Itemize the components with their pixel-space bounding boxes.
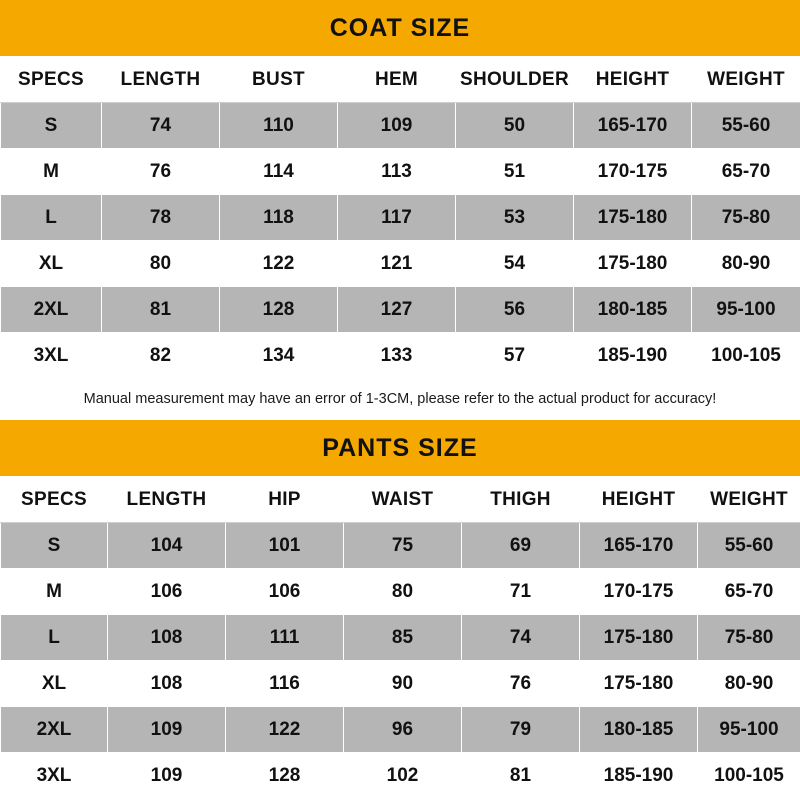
cell-length: 78	[102, 195, 220, 241]
table-row	[1, 569, 800, 615]
pants-header-row	[1, 477, 800, 523]
cell-length: 108	[108, 661, 226, 707]
cell-height: 180-185	[580, 707, 698, 753]
cell-thigh: 81	[462, 753, 580, 799]
cell-thigh: 71	[462, 569, 580, 615]
table-row	[1, 241, 800, 287]
table-row	[1, 333, 800, 379]
cell-spec: M	[1, 149, 102, 195]
cell-thigh: 79	[462, 707, 580, 753]
pants-header-thigh: THIGH	[462, 477, 580, 523]
pants-header-waist: WAIST	[344, 477, 462, 523]
cell-hip: 111	[226, 615, 344, 661]
cell-weight: 75-80	[698, 615, 800, 661]
cell-weight: 55-60	[698, 523, 800, 569]
cell-waist: 85	[344, 615, 462, 661]
cell-hem: 127	[338, 287, 456, 333]
cell-shoulder: 50	[456, 103, 574, 149]
cell-height: 170-175	[574, 149, 692, 195]
cell-hem: 109	[338, 103, 456, 149]
cell-height: 185-190	[580, 753, 698, 799]
cell-weight: 65-70	[692, 149, 800, 195]
cell-height: 175-180	[574, 195, 692, 241]
coat-size-table	[0, 56, 800, 379]
cell-waist: 75	[344, 523, 462, 569]
cell-waist: 102	[344, 753, 462, 799]
cell-weight: 75-80	[692, 195, 800, 241]
pants-size-table	[0, 476, 800, 799]
cell-height: 165-170	[574, 103, 692, 149]
cell-length: 106	[108, 569, 226, 615]
cell-length: 81	[102, 287, 220, 333]
cell-shoulder: 53	[456, 195, 574, 241]
cell-length: 104	[108, 523, 226, 569]
cell-weight: 55-60	[692, 103, 800, 149]
cell-length: 82	[102, 333, 220, 379]
cell-height: 175-180	[580, 615, 698, 661]
cell-thigh: 74	[462, 615, 580, 661]
table-row	[1, 195, 800, 241]
coat-header-height: HEIGHT	[574, 57, 692, 103]
cell-bust: 128	[220, 287, 338, 333]
cell-hip: 116	[226, 661, 344, 707]
cell-hem: 117	[338, 195, 456, 241]
cell-spec: XL	[1, 661, 108, 707]
coat-header-hem: HEM	[338, 57, 456, 103]
coat-header-bust: BUST	[220, 57, 338, 103]
cell-shoulder: 54	[456, 241, 574, 287]
cell-spec: 3XL	[1, 753, 108, 799]
cell-length: 108	[108, 615, 226, 661]
table-row	[1, 149, 800, 195]
cell-weight: 80-90	[692, 241, 800, 287]
cell-spec: XL	[1, 241, 102, 287]
cell-waist: 96	[344, 707, 462, 753]
cell-spec: 2XL	[1, 287, 102, 333]
cell-waist: 90	[344, 661, 462, 707]
cell-bust: 134	[220, 333, 338, 379]
cell-weight: 100-105	[698, 753, 800, 799]
pants-size-title: PANTS SIZE	[0, 420, 800, 476]
table-row	[1, 523, 800, 569]
table-row	[1, 103, 800, 149]
cell-bust: 122	[220, 241, 338, 287]
cell-bust: 114	[220, 149, 338, 195]
cell-shoulder: 57	[456, 333, 574, 379]
coat-size-title: COAT SIZE	[0, 0, 800, 56]
cell-length: 74	[102, 103, 220, 149]
cell-weight: 65-70	[698, 569, 800, 615]
table-row	[1, 753, 800, 799]
cell-spec: L	[1, 195, 102, 241]
cell-waist: 80	[344, 569, 462, 615]
coat-header-length: LENGTH	[102, 57, 220, 103]
cell-height: 165-170	[580, 523, 698, 569]
cell-spec: L	[1, 615, 108, 661]
cell-shoulder: 56	[456, 287, 574, 333]
pants-header-height: HEIGHT	[580, 477, 698, 523]
table-row	[1, 615, 800, 661]
cell-weight: 95-100	[692, 287, 800, 333]
cell-spec: S	[1, 103, 102, 149]
cell-bust: 118	[220, 195, 338, 241]
cell-hip: 128	[226, 753, 344, 799]
table-row	[1, 287, 800, 333]
cell-spec: 3XL	[1, 333, 102, 379]
cell-thigh: 69	[462, 523, 580, 569]
table-row	[1, 707, 800, 753]
measurement-note: Manual measurement may have an error of 1-3CM, please refer to the actual product for accuracy!	[0, 379, 800, 420]
pants-header-specs: SPECS	[1, 477, 108, 523]
cell-spec: S	[1, 523, 108, 569]
cell-height: 185-190	[574, 333, 692, 379]
cell-length: 76	[102, 149, 220, 195]
cell-hem: 113	[338, 149, 456, 195]
pants-header-length: LENGTH	[108, 477, 226, 523]
cell-height: 175-180	[574, 241, 692, 287]
cell-weight: 80-90	[698, 661, 800, 707]
cell-hem: 121	[338, 241, 456, 287]
cell-weight: 100-105	[692, 333, 800, 379]
cell-thigh: 76	[462, 661, 580, 707]
cell-height: 180-185	[574, 287, 692, 333]
cell-weight: 95-100	[698, 707, 800, 753]
cell-hip: 101	[226, 523, 344, 569]
pants-header-hip: HIP	[226, 477, 344, 523]
cell-hip: 122	[226, 707, 344, 753]
coat-header-shoulder: SHOULDER	[456, 57, 574, 103]
cell-bust: 110	[220, 103, 338, 149]
cell-length: 80	[102, 241, 220, 287]
pants-header-weight: WEIGHT	[698, 477, 800, 523]
cell-spec: M	[1, 569, 108, 615]
table-row	[1, 661, 800, 707]
cell-shoulder: 51	[456, 149, 574, 195]
cell-length: 109	[108, 707, 226, 753]
cell-hem: 133	[338, 333, 456, 379]
cell-height: 170-175	[580, 569, 698, 615]
coat-header-row	[1, 57, 800, 103]
cell-length: 109	[108, 753, 226, 799]
cell-hip: 106	[226, 569, 344, 615]
coat-header-weight: WEIGHT	[692, 57, 800, 103]
cell-height: 175-180	[580, 661, 698, 707]
cell-spec: 2XL	[1, 707, 108, 753]
coat-header-specs: SPECS	[1, 57, 102, 103]
